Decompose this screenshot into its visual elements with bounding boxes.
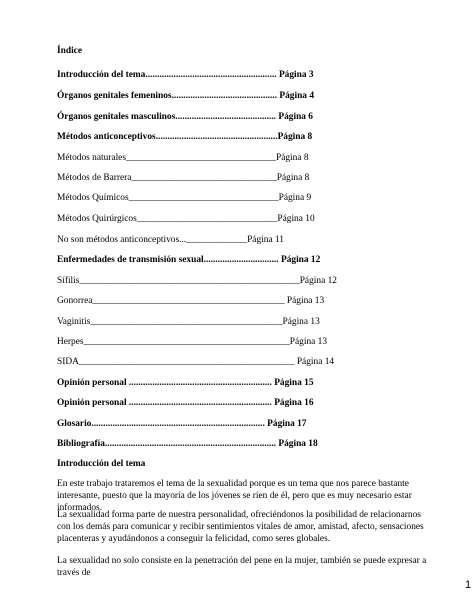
toc-item-14: Herpes____________________________________________Página 13 xyxy=(57,337,328,347)
toc-item-17: Opinión personal ............................................................. Página 16 xyxy=(57,398,314,408)
toc-item-7: Métodos Químicos________________________________Página 9 xyxy=(57,193,312,203)
toc-item-11: Sífilis_______________________________________________Página 12 xyxy=(57,276,337,286)
toc-item-6: Métodos de Barrera_______________________________Página 8 xyxy=(57,173,310,183)
intro-paragraph-2: La sexualidad forma parte de nuestra personalidad, ofreciéndonos la posibilidad de relacionarnos con los demás para comunicar y recibir sentimientos vitales de amor, amistad, afecto, sensaciones placenteras y ayudándonos a conseguir la felicidad, como seres globales. xyxy=(57,510,424,544)
toc-item-18: Glosario.......................................................................... Página 17 xyxy=(57,419,307,429)
toc-item-15: SIDA______________________________________________ Página 14 xyxy=(57,357,335,367)
toc-item-3: Órganos genitales masculinos........................................... Página 6 xyxy=(57,112,313,122)
index-title: Índice xyxy=(57,46,83,56)
toc-item-13: Vaginitis_________________________________________Página 13 xyxy=(57,317,320,327)
toc-item-12: Gonorrea_________________________________________ Página 13 xyxy=(57,296,325,306)
intro-paragraph-3: La sexualidad no solo consiste en la penetración del pene en la mujer, también se puede expresar a través de xyxy=(57,556,427,578)
intro-paragraph-1: En este trabajo trataremos el tema de la sexualidad porque es un tema que nos parece bastante interesante, puesto que la mayoría de los jóvenes se ríen de él, pero que es muy necesario estar informados. xyxy=(57,479,412,513)
toc-item-10: Enfermedades de transmisión sexual................................ Página 12 xyxy=(57,255,321,265)
toc-item-5: Métodos naturales________________________________Página 8 xyxy=(57,153,309,163)
toc-item-2: Órganos genitales femeninos............................................. Página 4 xyxy=(57,91,315,101)
toc-item-8: Métodos Quirúrgicos______________________________Página 10 xyxy=(57,214,315,224)
toc-item-4: Métodos anticonceptivos....................................................Página 8 xyxy=(57,132,313,142)
page-number: 1 xyxy=(465,579,472,591)
toc-item-9: No son métodos anticonceptivos..._____________Página 11 xyxy=(57,235,284,245)
toc-item-1: Introducción del tema........................................................ Página 3 xyxy=(57,70,314,80)
intro-heading: Introducción del tema xyxy=(57,459,146,469)
toc-item-19: Bibliografía......................................................................... Página 18 xyxy=(57,439,318,449)
toc-item-16: Opinión personal ............................................................. Página 15 xyxy=(57,378,314,388)
